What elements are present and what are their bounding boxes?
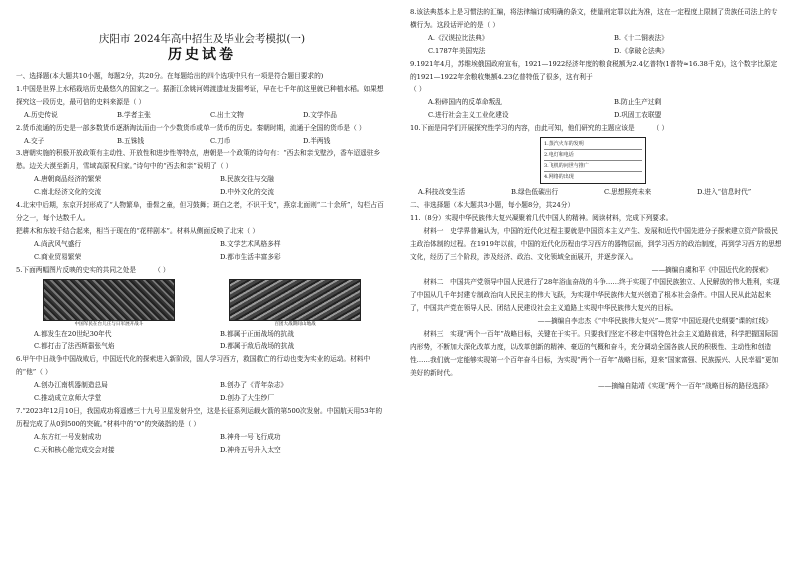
question-4-cont: 把耕木和东较千结合起来，相当于现在的“花样剧本”。材料从侧面反映了北宋（ ） bbox=[16, 226, 260, 235]
exam-title: 历史试卷 bbox=[168, 47, 236, 63]
option: C.刀币 bbox=[210, 136, 231, 145]
question-2-options bbox=[16, 135, 388, 148]
option: C.推动成立京师大学堂 bbox=[34, 394, 102, 403]
question-1-options bbox=[16, 109, 388, 122]
section2-instructions: 二、非选择题（本大题共3小题，每小题8分，共24分） bbox=[410, 200, 575, 209]
figure-taierzhuang bbox=[34, 279, 184, 328]
option: A.创办江南机器制造总局 bbox=[34, 381, 108, 390]
option: B.神舟一号飞行成功 bbox=[220, 432, 281, 441]
option: B.都属于正面战场的抗战 bbox=[220, 329, 294, 338]
option: D.都市生活丰富多彩 bbox=[220, 252, 281, 261]
figure-caption: 中国军民在台儿庄与日军展开战斗 bbox=[74, 321, 144, 327]
question-5: 5.下面两幅图片反映的史实的共同之处是 （ ） bbox=[16, 265, 170, 274]
option: A.历史传说 bbox=[24, 110, 58, 119]
question-10: 10.下面是同学们开展探究性学习的内容，由此可知，他们研究的主题应该是 （ ） bbox=[410, 124, 669, 133]
option: B.防止生产过剩 bbox=[614, 98, 662, 107]
left-column bbox=[16, 26, 388, 457]
question-8-options bbox=[410, 32, 782, 58]
question-2: 2.货币流通的历史是一部多数货币逐渐淘汰而由一个少数货币或单一货币的历史。秦朝时期，流通于全国的货币是（ ） bbox=[16, 123, 366, 132]
option: D.文学作品 bbox=[303, 110, 337, 119]
option: D.进入“信息时代” bbox=[697, 188, 752, 197]
material-1-source: ——摘编自虞和平《中国近代化的探索》 bbox=[651, 265, 772, 274]
battle-photo bbox=[229, 279, 361, 321]
material-3: 材料三 实现“两个一百年”战略目标，关键在于实干。只要我们坚定不移走中国特色社会主义道路前进，科学把握国际国内形势，不断加大深化改革力度，以改革创新的精神、豪迈的气概和奋斗，充分调动全国各族人民的积极性、主动性和创造性……我们就一定能够实现第一个百年奋斗目标，为实现“两个一百年”战略目标，迎来“国家富强、民族振兴、人民幸福”更加美好的新时代。 bbox=[410, 330, 779, 377]
question-7-options bbox=[16, 431, 388, 457]
option: C.1787年美国宪法 bbox=[428, 46, 486, 55]
option: A.《汉谟拉比法典》 bbox=[428, 33, 489, 42]
question-9-paren: （ ） bbox=[410, 85, 426, 94]
question-5-options bbox=[16, 328, 388, 354]
option: B.民族交往与交融 bbox=[220, 175, 274, 184]
option: C.南北经济文化的交流 bbox=[34, 188, 102, 197]
question-6-options bbox=[16, 379, 388, 405]
question-5-figures bbox=[16, 279, 388, 328]
figure-hundred-regiments bbox=[220, 279, 370, 328]
option: D.巩固工农联盟 bbox=[614, 111, 662, 120]
option: C.天和核心舱完成交会对接 bbox=[34, 445, 115, 454]
question-6: 6.甲午中日战争中国战败后，中国近代化的探索进入新阶段，国人学习西方，救国救亡的行动也变为实业的运动。材料中的“他”（ ） bbox=[16, 355, 371, 377]
option: A.交子 bbox=[24, 136, 45, 145]
option: C.都打击了法西斯嚣张气焰 bbox=[34, 342, 115, 351]
topic-item: 4.网络的出现 bbox=[544, 174, 574, 181]
option: D.创办了大生纱厂 bbox=[220, 394, 275, 403]
question-11: 11.（8分）实现中华民族伟大复兴凝聚着几代中国人的精神。阅读材料，完成下列要求。 bbox=[410, 213, 673, 222]
question-10-options bbox=[410, 186, 782, 199]
option: C.商业贸易繁荣 bbox=[34, 252, 82, 261]
question-7: 7.“2023年12月10日，我国成功将遥感三十九号卫星发射升空，这是长征系列运载火箭的第500次发射。中国航天用53年的历程完成了从0到500的突破。”材料中的“0”的突破指的是（ ） bbox=[16, 406, 383, 428]
question-8: 8.该法典基本上是习惯法的汇编，将法律编订成明确的条文，使量刑定罪以此为准，这在一定程度上限制了贵族任司法上的专横行为。这段话评论的是（ ） bbox=[410, 8, 778, 29]
question-3: 3.唐朝实施的积极开放政策有主动性、开放性和进步性等特点，唐朝是一个政策的诗句有：“西去和亲戈壁沙，香车迢遥驻乡愁。边关大漠至新月，雪域高原祝归家。”诗句中的“西去和亲”说明了（ ） bbox=[16, 149, 381, 171]
option: C.进行社会主义工业化建设 bbox=[428, 111, 509, 120]
material-1: 材料一 史学界普遍认为，中国的近代化过程主要就是中国资本主义产生、发展和近代中国先进分子探索建立资产阶级民主政治体制的过程。在1919年以前，中国的近代化历程由学习西方的器物层面，到学习西方的政治制度，再到学习西方的思想文化，经历了三个阶段，涉及经济、政治、文化领域全面展开，并逐步深入。 bbox=[410, 226, 782, 261]
question-4-options bbox=[16, 238, 388, 264]
section1-instructions: 一、选择题(本大题共10小题，每题2分，共20分。在每题给出的四个选项中只有一项是符合题目要求的) bbox=[16, 72, 324, 80]
question-1: 1.中国是世界上水稻栽培历史最悠久的国家之一。据浙江余姚河姆渡遗址发掘考证，早在七千年前这里就已种植水稻。如果想探究这一段历史，最可信的史料来源是（ ） bbox=[16, 84, 384, 106]
material-3-source: ——摘编自陆靖《实现“两个一百年”战略目标的路径选择》 bbox=[597, 381, 772, 390]
question-4: 4.北宋中后期，东京开封形成了“人物繁阜，垂髫之童，但习鼓舞；斑白之老，不识干戈”，燕京北面则“二十余所”，勾栏占百分之一，每个达数千人。 bbox=[16, 201, 384, 222]
option: C.出土文物 bbox=[210, 110, 244, 119]
option: B.五铢钱 bbox=[117, 136, 145, 145]
question-9: 9.1921年4月，苏维埃俄国政府宣布，1921—1922经济年度的粮食税额为2.4亿普特(1普特≈16.38千克)，这个数字比原定的1921—1922年余粮收集额4.23亿普特低了很多，这有利于 bbox=[410, 59, 778, 81]
option: D.神舟五号升入太空 bbox=[220, 445, 281, 454]
option: D.半两钱 bbox=[303, 136, 331, 145]
material-2: 材料二 中国共产党领导中国人民进行了28年浴血奋战的斗争……终于实现了中国民族独立、人民解放的伟大胜利，实现了中国从几千年封建专制政治向人民民主的伟大飞跃，为实现中华民族伟大复兴创造了根本社会条件。中国人民从此站起来了，中国共产党在领导人民、团结人民建设社会主义道路上实现中华民族伟大复兴的目标。 bbox=[410, 278, 780, 313]
option: A.都发生在20世纪30年代 bbox=[34, 329, 112, 338]
option: B.绿色低碳出行 bbox=[511, 188, 559, 197]
option: D.《拿破仑法典》 bbox=[614, 46, 669, 55]
figure-caption: 百团大战期间山地战 bbox=[274, 321, 316, 327]
material-2-source: ——摘编自李忠杰《“中华民族伟大复兴”—贯穿“中国近现代史纲要”课的红线》 bbox=[537, 317, 772, 326]
option: B.文学艺术风格多样 bbox=[220, 239, 281, 248]
option: A.东方红一号发射成功 bbox=[34, 432, 102, 441]
question-9-options bbox=[410, 96, 782, 122]
topic-item: 2.电灯和电话 bbox=[544, 150, 642, 161]
option: B.创办了《青年杂志》 bbox=[220, 381, 288, 390]
topic-item: 3.飞机的问世与推广 bbox=[544, 161, 642, 172]
option: A.唐朝商品经济的繁荣 bbox=[34, 175, 102, 184]
question-3-options bbox=[16, 173, 388, 199]
battle-photo bbox=[43, 279, 175, 321]
exam-header-line1: 庆阳市 2024年高中招生及毕业会考模拟(一) bbox=[98, 33, 306, 45]
topic-item: 1.蒸汽火车的发明 bbox=[544, 139, 642, 150]
right-column bbox=[410, 6, 782, 393]
option: D.中外文化的交流 bbox=[220, 188, 275, 197]
option: A.科技改变生活 bbox=[418, 188, 466, 197]
option: C.思想照亮未来 bbox=[604, 188, 652, 197]
option: A.粉碎国内的反革命叛乱 bbox=[428, 98, 502, 107]
question-10-topic-box bbox=[540, 137, 646, 184]
option: B.《十二铜表法》 bbox=[614, 33, 668, 42]
option: A.尚武风气盛行 bbox=[34, 239, 82, 248]
option: B.学者主张 bbox=[117, 110, 151, 119]
option: D.都属于敌后战场的抗战 bbox=[220, 342, 295, 351]
